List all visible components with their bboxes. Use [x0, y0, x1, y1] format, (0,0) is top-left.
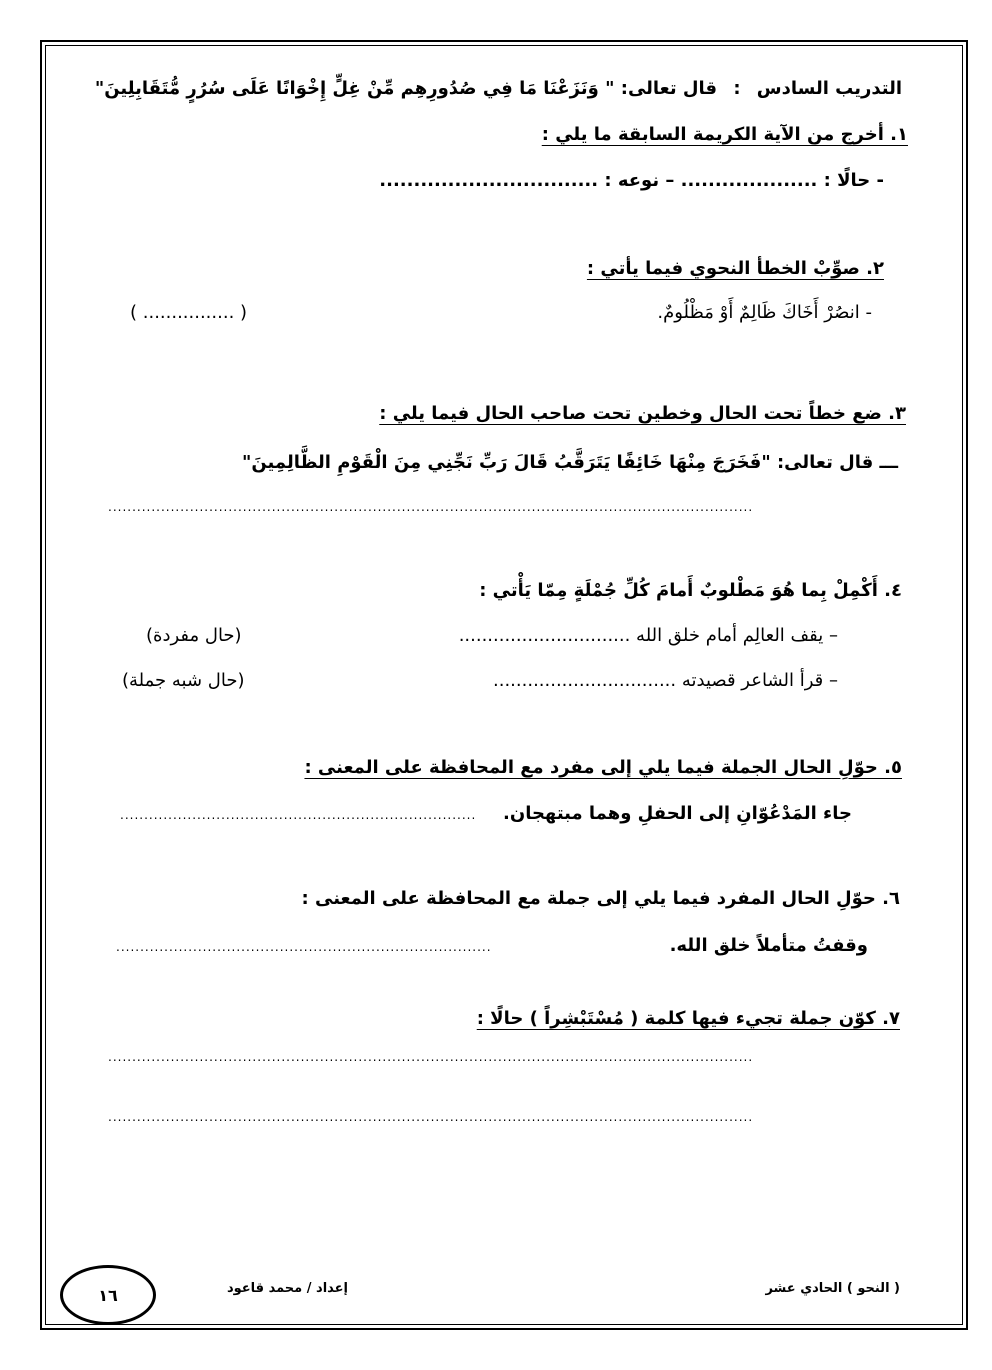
exercise-header: التدريب السادس : قال تعالى: " وَنَزَعْنَا مَا فِي صُدُورِهِم مِّنْ غِلٍّ إِخْوَانًا عَلَى سُرُرٍ مُّتَقَابِلِينَ": [94, 78, 902, 99]
q3-heading: ٣. ضع خطاً تحت الحال وخطين تحت صاحب الحال فيما يلي :: [379, 403, 906, 424]
verse-intro: قال تعالى:: [620, 78, 718, 99]
q5-sentence: جاء المَدْعُوّانِ إلى الحفلِ وهما مبتهجان.: [503, 803, 852, 824]
q4-hint-2: (حال شبه جملة): [122, 670, 245, 691]
page-number: ١٦: [98, 1285, 118, 1305]
q5-heading: ٥. حوّلِ الحال الجملة فيما يلي إلى مفرد مع المحافظة على المعنى :: [304, 757, 902, 778]
q5-answer-dots: ..........................................................................: [120, 808, 477, 822]
verse-text: " وَنَزَعْنَا مَا فِي صُدُورِهِم مِّنْ غِلٍّ إِخْوَانًا عَلَى سُرُرٍ مُّتَقَابِلِينَ": [94, 78, 615, 99]
footer-author: إعداد / محمد قاعود: [226, 1281, 348, 1296]
q1-answer-line: - حالًا : .................... – نوعه : ................................: [379, 170, 884, 191]
q2-answer: ( ................ ): [130, 302, 248, 323]
q7-answer-dots-1: ......................................................................................................................................: [108, 1050, 754, 1064]
q6-heading: ٦. حوّلِ الحال المفرد فيما يلي إلى جملة مع المحافظة على المعنى :: [301, 888, 900, 909]
q2-heading: ٢. صوِّبْ الخطأ النحوي فيما يأتي :: [586, 258, 884, 279]
exercise-title: التدريب السادس: [756, 78, 902, 99]
q2-sentence: - انصُرْ أَخَاكَ ظَالِمٌ أَوْ مَظْلُومٌ.: [657, 302, 872, 323]
q7-heading: ٧. كوّن جملة تجيء فيها كلمة ( مُسْتَبْشِراً ) حالًا :: [476, 1008, 900, 1029]
q1-heading: ١. أخرج من الآية الكريمة السابقة ما يلي :: [541, 124, 908, 145]
q6-answer-dots: ..............................................................................: [116, 940, 492, 954]
page-number-badge: [60, 1265, 156, 1325]
q4-item-1: – يقف العالِم أمام خلق الله ..............................: [458, 625, 838, 646]
q4-hint-1: (حال مفردة): [146, 625, 242, 646]
q4-heading: ٤. أَكْمِلْ بِما هُوَ مَطْلوبٌ أَمامَ كُلِّ جُمْلَةٍ مِمّا يَأْتي :: [479, 580, 902, 601]
q3-answer-dots: ......................................................................................................................................: [108, 500, 754, 514]
q4-item-2: – قرأ الشاعر قصيدته ................................: [493, 670, 838, 691]
q7-answer-dots-2: ......................................................................................................................................: [108, 1110, 754, 1124]
footer-subject: ( النحو ) الحادي عشر: [765, 1281, 900, 1296]
q6-sentence: وقفتُ متأملاً خلق الله.: [669, 935, 868, 956]
q3-verse: ـــ قال تعالى: "فَخَرَجَ مِنْهَا خَائِفًا يَتَرَقَّبُ قَالَ رَبِّ نَجِّنِي مِنَ الْقَوْمِ الظَّالِمِينَ": [241, 452, 898, 473]
